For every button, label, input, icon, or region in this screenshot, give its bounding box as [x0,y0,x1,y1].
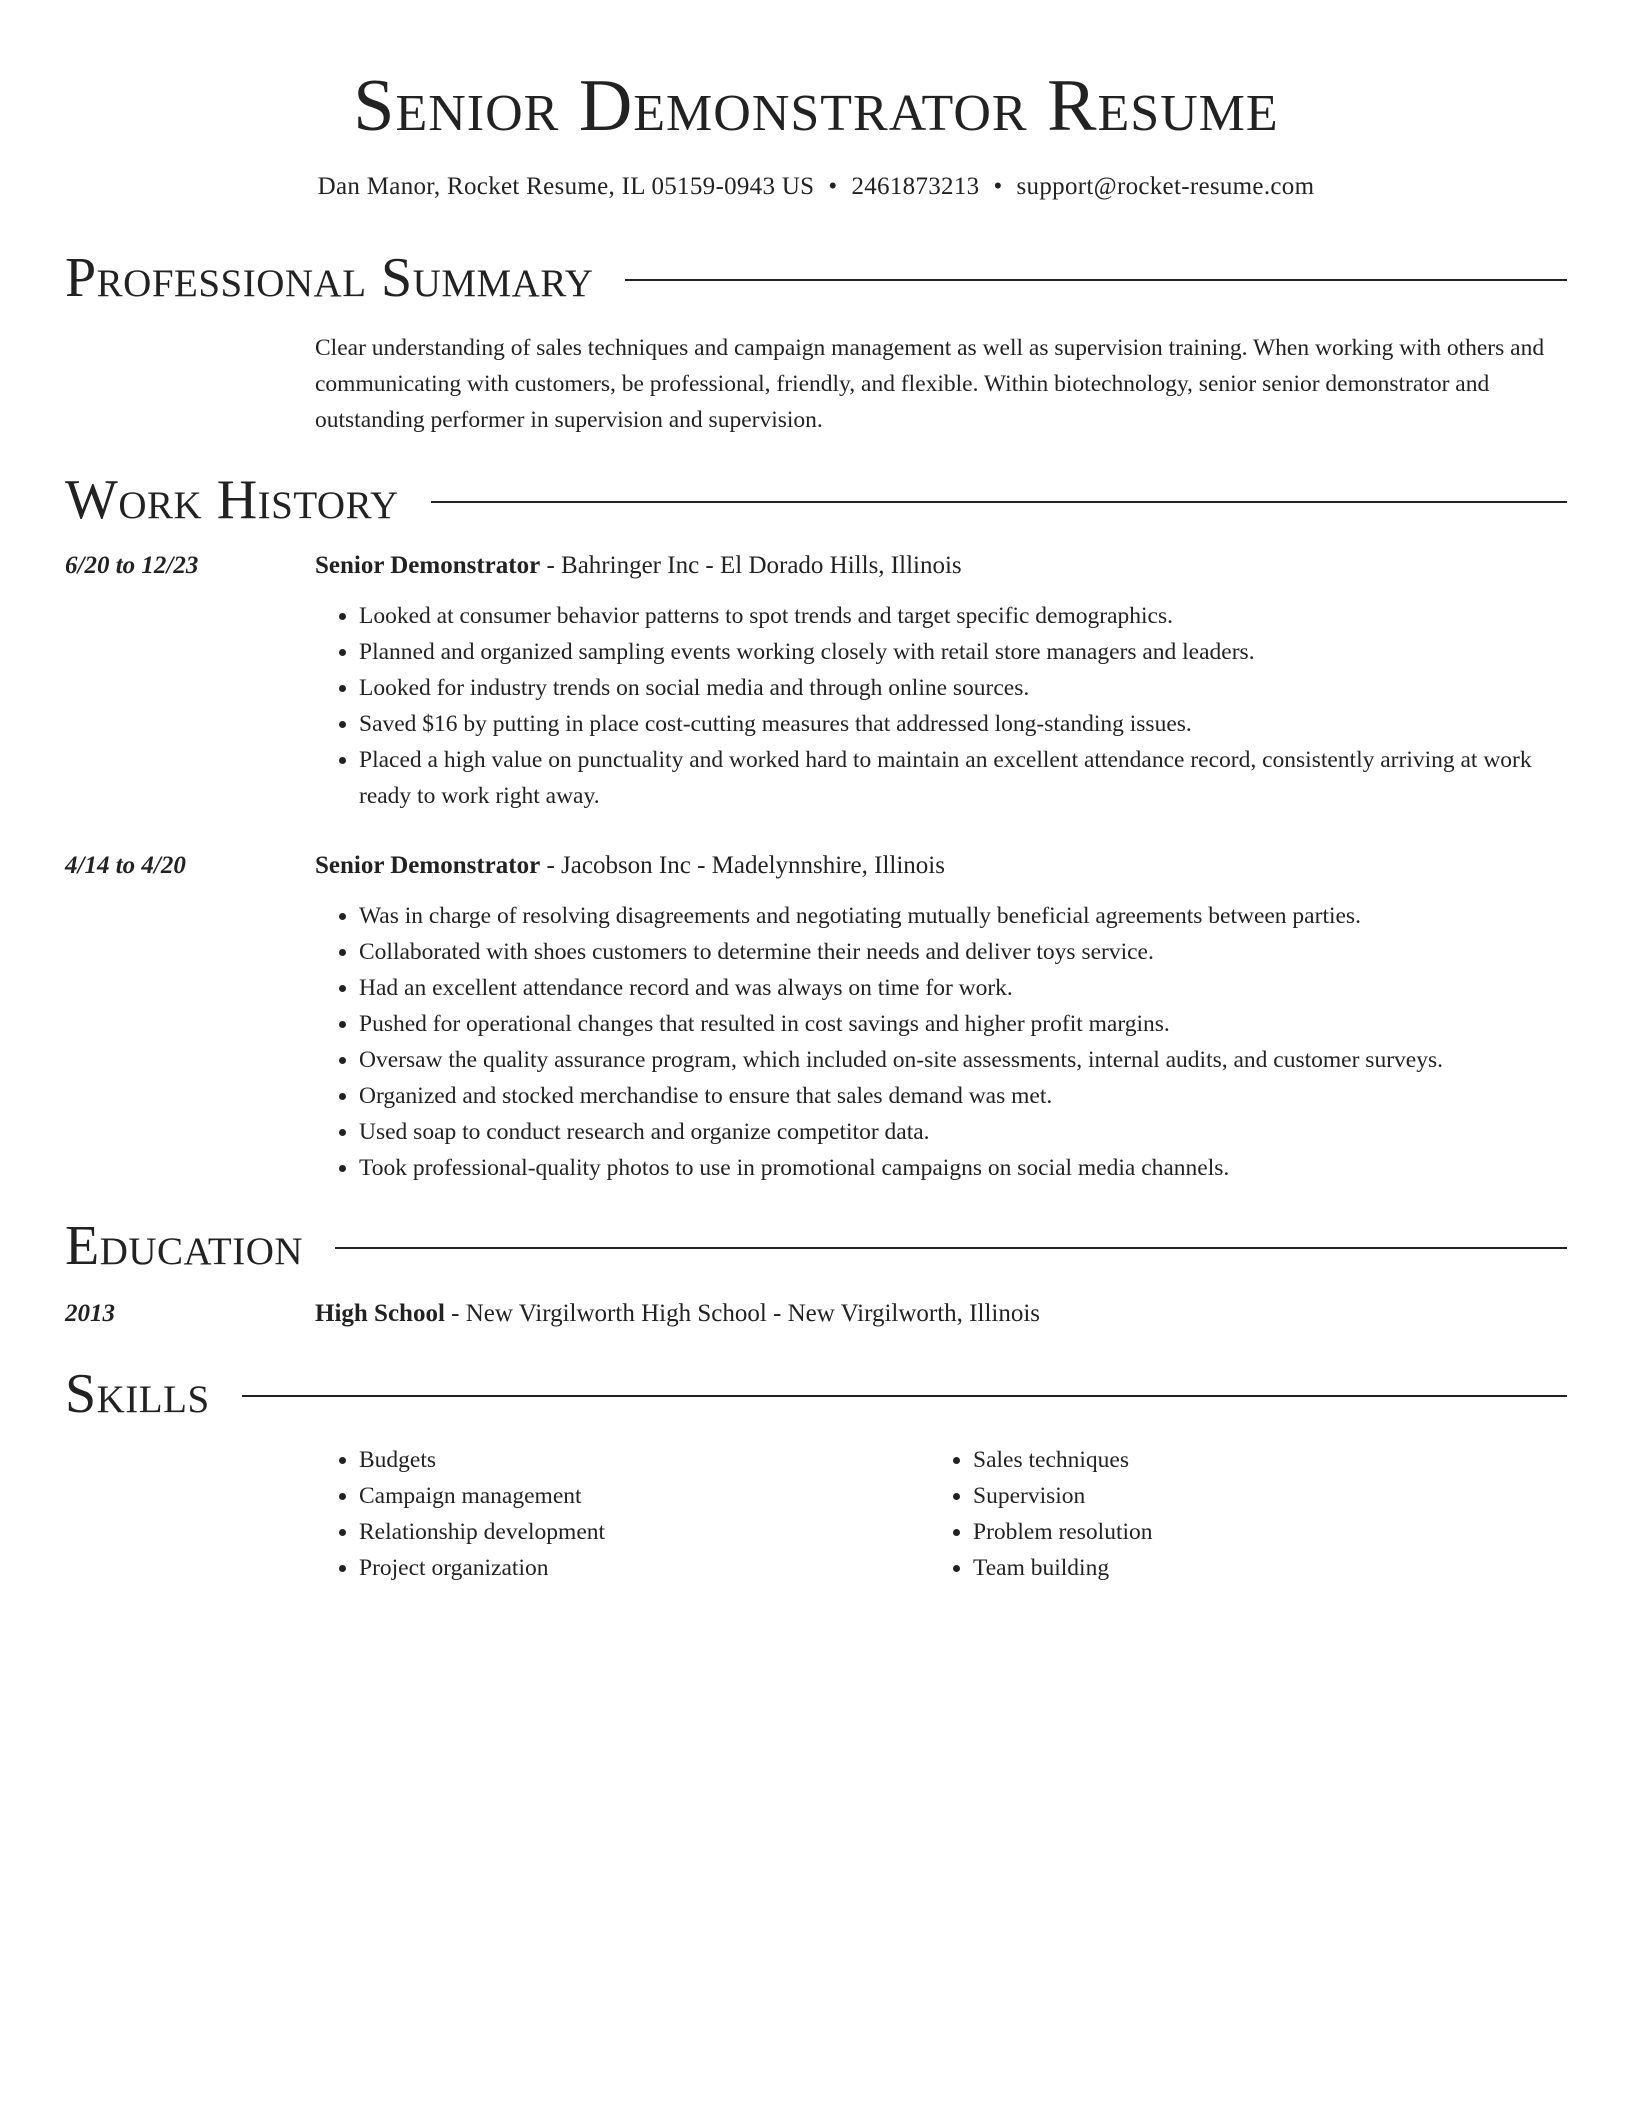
job-title-line [315,848,1567,884]
skills-heading: Skills [65,1363,210,1425]
section-divider [431,501,1567,503]
education-heading: Education [65,1215,304,1277]
skills-column-right [929,1442,1543,1586]
list-item: • Used soap to conduct research and organize competitor data. [359,1114,1567,1150]
job-entry [65,848,1567,1186]
list-item: • Looked for industry trends on social media and through online sources. [359,670,1567,706]
work-heading: Work History [65,469,399,531]
job-title-line [315,548,1567,584]
job-dates: 4/14 to 4/20 [65,852,186,879]
list-item: • Team building [973,1550,1543,1586]
job-entry [65,548,1567,814]
section-divider [335,1247,1567,1249]
list-item: • Budgets [359,1442,929,1478]
list-item: • Relationship development [359,1514,929,1550]
education-degree: High School [315,1300,445,1327]
job-dates: 6/20 to 12/23 [65,552,199,579]
skills-list [315,1442,1567,1586]
education-line [315,1296,1567,1332]
education-section-header [65,1214,1567,1278]
contact-separator: • [828,173,838,200]
job-list [65,548,1567,1186]
contact-line [65,170,1567,204]
list-item: • Had an excellent attendance record and was always on time for work. [359,970,1567,1006]
list-item: • Placed a high value on punctuality and worked hard to maintain an excellent attendance record, consistently arriving at work ready to work right away. [359,742,1567,814]
list-item: • Problem resolution [973,1514,1543,1550]
job-bullets [315,598,1567,814]
resume-title: Senior Demonstrator Resume [353,65,1279,147]
list-item: • Took professional-quality photos to use in promotional campaigns on social media channels. [359,1150,1567,1186]
list-item: • Saved $16 by putting in place cost-cutting measures that addressed long-standing issues. [359,706,1567,742]
summary-heading: Professional Summary [65,247,594,309]
list-item: • Pushed for operational changes that resulted in cost savings and higher profit margins. [359,1006,1567,1042]
section-divider [242,1395,1567,1397]
list-item: • Looked at consumer behavior patterns to spot trends and target specific demographics. [359,598,1567,634]
contact-separator: • [993,173,1003,200]
section-divider [625,279,1567,281]
job-details: - Bahringer Inc - El Dorado Hills, Illinois [540,552,962,579]
work-section-header [65,468,1567,532]
education-year: 2013 [65,1300,115,1327]
list-item: • Collaborated with shoes customers to determine their needs and deliver toys service. [359,934,1567,970]
skills-column-left [315,1442,929,1586]
list-item: • Campaign management [359,1478,929,1514]
contact-email: support@rocket-resume.com [1016,173,1315,200]
education-entry [65,1296,1567,1332]
list-item: • Was in charge of resolving disagreements and negotiating mutually beneficial agreements between parties. [359,898,1567,934]
contact-phone: 2461873213 [851,173,980,200]
list-item: • Project organization [359,1550,929,1586]
education-details: - New Virgilworth High School - New Virgilworth, Illinois [444,1300,1041,1327]
job-details: - Jacobson Inc - Madelynnshire, Illinois [540,852,945,879]
list-item: • Supervision [973,1478,1543,1514]
summary-section-header [65,246,1567,310]
skills-section-header [65,1362,1567,1426]
list-item: • Planned and organized sampling events working closely with retail store managers and leaders. [359,634,1567,670]
list-item: • Sales techniques [973,1442,1543,1478]
list-item: • Oversaw the quality assurance program, which included on-site assessments, internal audits, and customer surveys. [359,1042,1567,1078]
summary-text: Clear understanding of sales techniques and campaign management as well as supervision training. When working with others and communicating with customers, be professional, friendly, and flexible. Within biotechnology, senior senior demonstrator and outstanding performer in supervision and supervision. [315,335,1545,433]
job-bullets [315,898,1567,1186]
job-role: Senior Demonstrator [315,852,541,879]
contact-address: Dan Manor, Rocket Resume, IL 05159-0943 US [317,173,815,200]
list-item: • Organized and stocked merchandise to ensure that sales demand was met. [359,1078,1567,1114]
job-role: Senior Demonstrator [315,552,541,579]
